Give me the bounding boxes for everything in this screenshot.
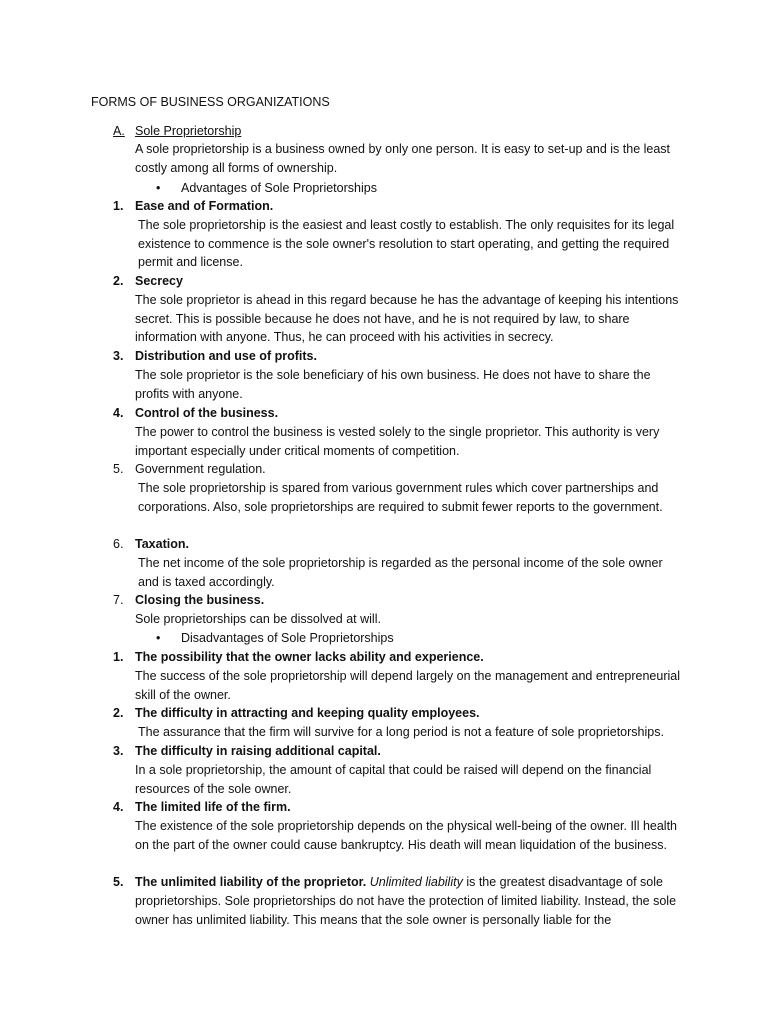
item-heading: The difficulty in attracting and keeping quality employees. [135,706,480,720]
item-text: The existence of the sole proprietorship depends on the physical well-being of the owner. Ill health on the part of the owner could cause bankruptcy. His death will mean liquidation of the business. [135,818,677,852]
item-heading: Closing the business. [135,593,265,607]
item-heading: Secrecy [135,274,183,288]
section-letter: A. [113,124,125,138]
disadvantage-item-2 [113,704,680,742]
item-heading: Ease and of Formation. [135,199,274,213]
bullet-icon: • [156,631,161,645]
item-text: The sole proprietor is ahead in this regard because he has the advantage of keeping his intentions secret. This is possible because he does not have, and he is not required by law, to share information with anyone. Thus, he can proceed with his activities in secrecy. [135,292,679,345]
item-heading: Government regulation. [135,462,266,476]
advantage-item-2 [113,272,680,347]
item-number: 5. [113,462,124,476]
section-intro: A sole proprietorship is a business owned by only one person. It is easy to set-up and is the least costly among all forms of ownership. [135,142,671,175]
disadvantage-item-4 [113,798,680,854]
advantage-item-7 [113,591,680,629]
item-text: The sole proprietorship is spared from various government rules which cover partnerships and corporations. Also, sole proprietorships are required to submit fewer reports to the government. [138,480,663,514]
disadvantage-item-1 [113,648,680,704]
item-heading: The limited life of the firm. [135,800,291,814]
item-heading: Distribution and use of profits. [135,349,317,363]
section-a-heading [113,124,241,138]
item-number: 7. [113,593,124,607]
disadvantages-heading [156,631,394,645]
document-title: FORMS OF BUSINESS ORGANIZATIONS [91,95,330,109]
advantages-heading [156,181,377,195]
item-heading: The difficulty in raising additional capital. [135,744,381,758]
item-text: The success of the sole proprietorship will depend largely on the management and entrepreneurial skill of the owner. [135,668,680,702]
item-number: 6. [113,537,124,551]
item-number: 4. [113,800,124,814]
item-text: The sole proprietor is the sole beneficiary of his own business. He does not have to share the profits with anyone. [135,367,651,401]
advantage-item-6 [113,535,680,591]
item-emphasis: Unlimited liability [369,875,463,889]
item-number: 4. [113,406,124,420]
item-text: The sole proprietorship is the easiest and least costly to establish. The only requisites for its legal existence to commence is the sole owner's resolution to start operating, and getting the required permit and license. [138,217,675,270]
item-heading: The possibility that the owner lacks ability and experience. [135,650,484,664]
item-number: 2. [113,274,124,288]
disadvantage-item-5 [113,873,680,929]
advantage-item-3 [113,347,680,403]
item-text: In a sole proprietorship, the amount of capital that could be raised will depend on the financial resources of the sole owner. [135,762,652,796]
item-number: 3. [113,744,124,758]
item-heading: Taxation. [135,537,189,551]
item-number: 3. [113,349,124,363]
item-number: 2. [113,706,124,720]
advantage-item-1 [113,197,680,272]
section-title: Sole Proprietorship [135,124,242,138]
item-heading: The unlimited liability of the proprietor. [135,875,370,889]
item-text: The assurance that the firm will survive for a long period is not a feature of sole proprietorships. [138,724,664,739]
disadvantage-item-3 [113,742,680,798]
disadvantages-heading-text: Disadvantages of Sole Proprietorships [181,631,394,645]
advantage-item-5 [113,460,680,516]
item-text: The net income of the sole proprietorship is regarded as the personal income of the sole owner and is taxed accordingly. [138,555,663,589]
item-number: 5. [113,875,124,889]
item-text: The power to control the business is vested solely to the single proprietor. This authority is very important especially under critical moments of competition. [135,424,660,458]
item-heading: Control of the business. [135,406,279,420]
item-number: 1. [113,650,124,664]
item-text: Sole proprietorships can be dissolved at will. [135,611,381,626]
advantage-item-4 [113,404,680,460]
item-text: is the greatest disadvantage of sole proprietorships. Sole proprietorships do not have the protection of limited liability. Instead, the sole owner has unlimited liability. This means that the sole owner is personally liable for the [135,875,677,927]
bullet-icon: • [156,181,161,195]
advantages-heading-text: Advantages of Sole Proprietorships [181,181,377,195]
item-number: 1. [113,199,124,213]
